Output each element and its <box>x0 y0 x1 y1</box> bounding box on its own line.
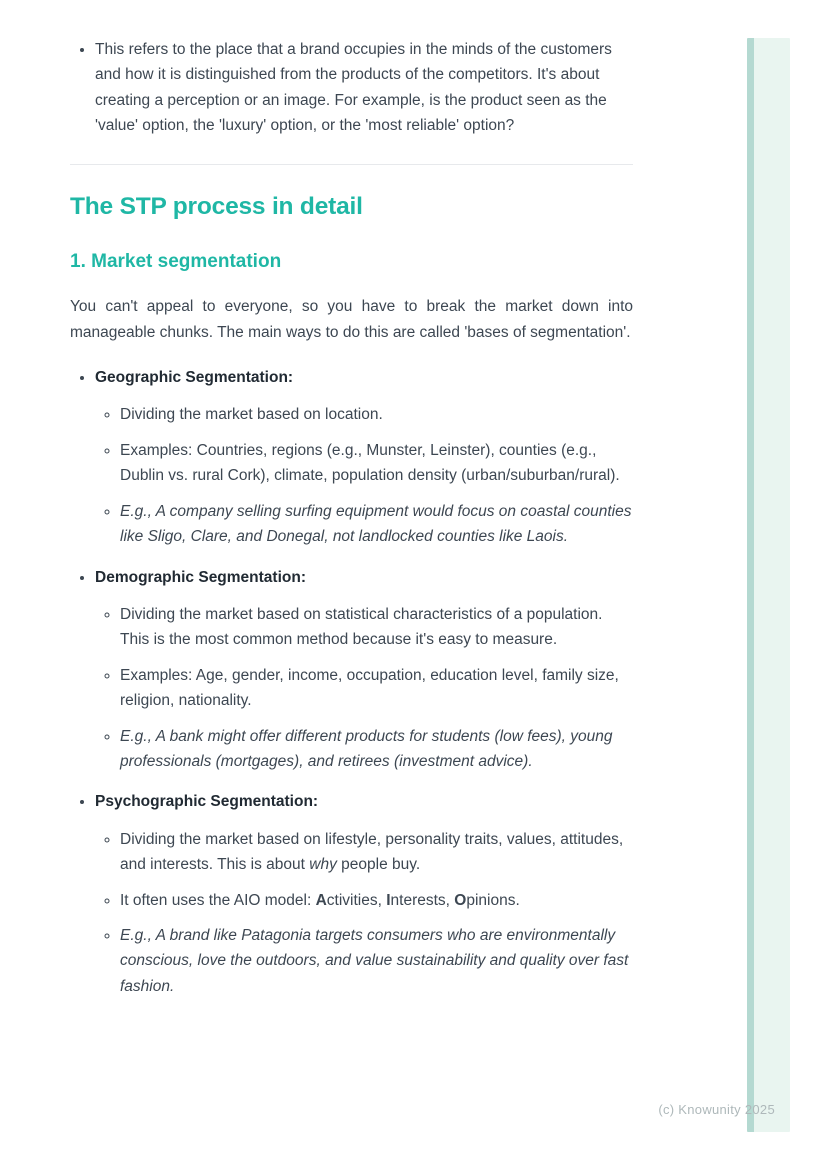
segment-point-example <box>120 724 633 775</box>
segment-point-example <box>120 499 633 550</box>
intro-bullet-text: This refers to the place that a brand occupies in the minds of the customers and how it is distinguished from the products of the competitors. It's about creating a perception or an image. For example, is the product seen as the 'value' option, the 'luxury' option, or the 'most reliable' option? <box>95 41 612 135</box>
segment-point-text: Examples: Countries, regions (e.g., Munster, Leinster), counties (e.g., Dublin vs. rural Cork), climate, population density (urban/suburban/rural). <box>120 441 620 485</box>
subsection-heading: 1. Market segmentation <box>70 251 282 273</box>
aio-letter-a: A <box>315 891 327 909</box>
segment-sublist-demographic <box>95 602 633 774</box>
segment-point-text: E.g., A brand like Patagonia targets consumers who are environmentally conscious, love the outdoors, and value sustainability and quality over fast fashion. <box>120 926 629 995</box>
segment-point-example <box>120 923 633 999</box>
segment-point <box>120 663 633 714</box>
segment-point-text: It often uses the AIO model: <box>120 891 316 909</box>
segment-sublist-psychographic <box>95 827 633 999</box>
segment-point <box>120 827 633 878</box>
segment-title: Psychographic Segmentation: <box>95 793 319 811</box>
aio-letter-o: O <box>454 891 467 909</box>
segment-item-demographic <box>95 565 633 775</box>
segment-item-psychographic <box>95 789 633 999</box>
copyright-watermark: (c) Knowunity 2025 <box>658 1102 775 1117</box>
segment-title: Geographic Segmentation: <box>95 369 294 387</box>
segment-point-text: Dividing the market based on location. <box>120 406 383 424</box>
segment-sublist-geographic <box>95 402 633 549</box>
section-divider <box>70 164 633 165</box>
intro-bullet-list <box>70 37 633 139</box>
segment-point <box>120 402 633 427</box>
segment-point-text: E.g., A bank might offer different products for students (low fees), young professionals (mortgages), and retirees (investment advice). <box>120 727 613 770</box>
segmentation-list <box>70 365 633 999</box>
segment-point-text: Examples: Age, gender, income, occupation, education level, family size, religion, nationality. <box>120 666 619 710</box>
segment-point-text: pinions. <box>466 891 520 909</box>
segment-point-text: nterests, <box>390 891 455 909</box>
segment-point-text: E.g., A company selling surfing equipment would focus on coastal counties like Sligo, Clare, and Donegal, not landlocked counties like Laois. <box>120 502 632 546</box>
document-content <box>70 0 633 999</box>
intro-bullet-item <box>95 37 633 139</box>
segment-point-text: Dividing the market based on lifestyle, personality traits, values, attitudes, and interests. This is about <box>120 830 624 874</box>
lead-paragraph: You can't appeal to everyone, so you have to break the market down into manageable chunks. The main ways to do this are called 'bases of segmentation'. <box>70 297 633 342</box>
segment-point-text: ctivities, <box>326 891 387 909</box>
aio-letter-i: I <box>386 891 391 909</box>
segment-point <box>120 602 633 653</box>
segment-point <box>120 888 633 913</box>
segment-point-text: people buy. <box>336 856 421 874</box>
segment-point-text: Dividing the market based on statistical characteristics of a population. This is the most common method because it's easy to measure. <box>120 605 603 649</box>
section-heading: The STP process in detail <box>70 192 363 220</box>
emphasis-word: why <box>309 856 337 874</box>
segment-title: Demographic Segmentation: <box>95 568 306 586</box>
segment-item-geographic <box>95 365 633 549</box>
segment-point <box>120 438 633 489</box>
side-accent-bar <box>747 38 790 1132</box>
